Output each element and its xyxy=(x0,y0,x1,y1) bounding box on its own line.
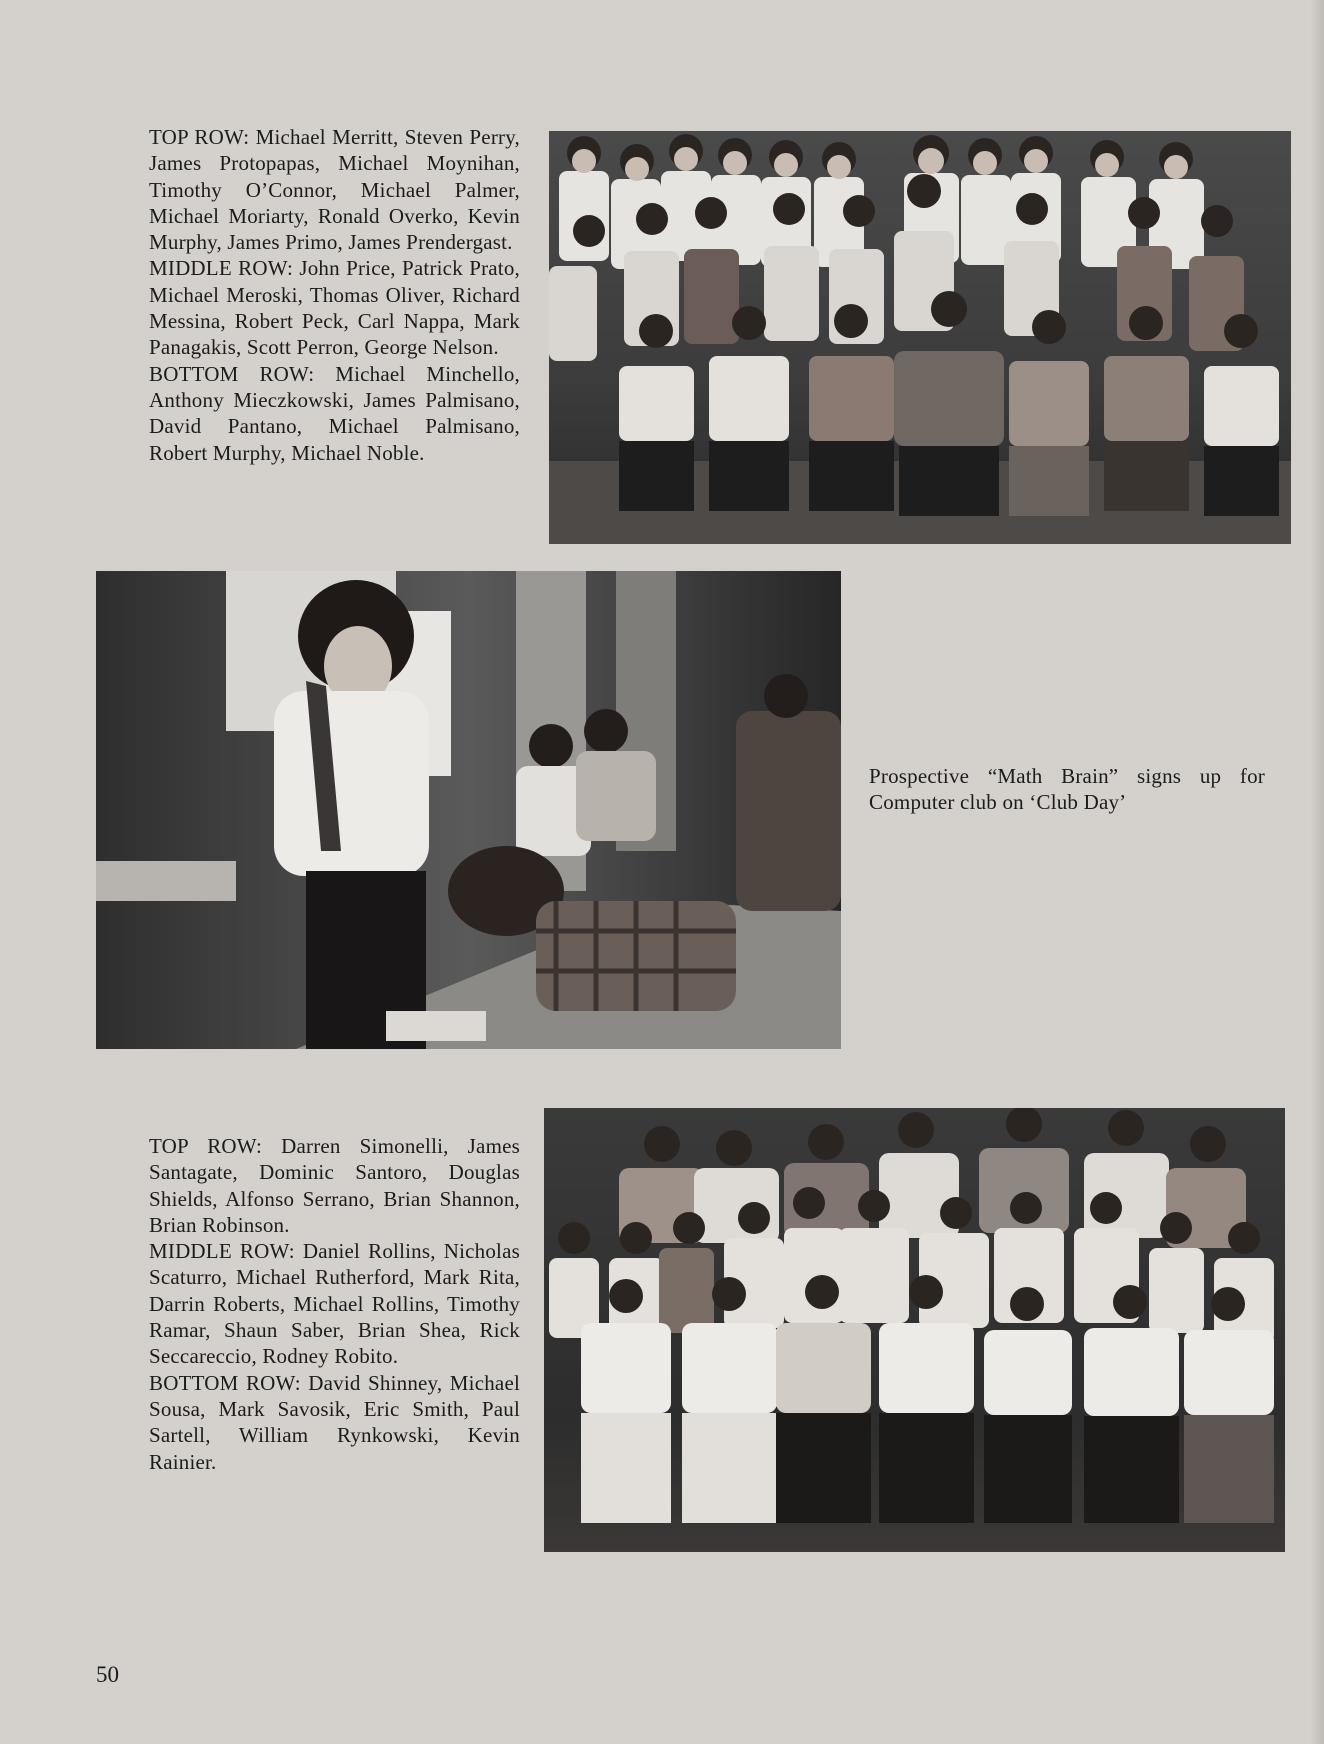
club-day-caption-text: Prospective “Math Brain” signs up for Computer club on ‘Club Day’ xyxy=(869,764,1265,814)
club-day-caption xyxy=(869,763,1265,815)
bottom-group-middle-row: MIDDLE ROW: Daniel Rollins, Nicholas Scaturro, Michael Rutherford, Mark Rita, Darrin Roberts, Michael Rollins, Timothy Ramar, Shaun Saber, Brian Shea, Rick Seccareccio, Rodney Robito. xyxy=(149,1239,520,1369)
top-group-bottom-row: BOTTOM ROW: Michael Minchello, Anthony Mieczkowski, James Palmisano, David Pantano, Michael Palmisano, Robert Murphy, Michael Noble. xyxy=(149,361,520,465)
top-group-middle-row: MIDDLE ROW: John Price, Patrick Prato, Michael Meroski, Thomas Oliver, Richard Messina, Robert Peck, Carl Nappa, Mark Panagakis, Scott Perron, George Nelson. xyxy=(149,256,520,360)
bottom-group-bottom-row: BOTTOM ROW: David Shinney, Michael Sousa, Mark Savosik, Eric Smith, Paul Sartell, William Rynkowski, Kevin Rainier. xyxy=(149,1370,520,1474)
page-number: 50 xyxy=(96,1662,119,1687)
group-photo-top xyxy=(549,131,1291,544)
top-group-top-row: TOP ROW: Michael Merritt, Steven Perry, James Protopapas, Michael Moynihan, Timothy O’Connor, Michael Palmer, Michael Moriarty, Ronald Overko, Kevin Murphy, James Primo, James Prendergast. xyxy=(149,125,520,255)
bottom-group-top-row: TOP ROW: Darren Simonelli, James Santagate, Dominic Santoro, Douglas Shields, Alfonso Serrano, Brian Shannon, Brian Robinson. xyxy=(149,1134,520,1237)
page-edge-shade xyxy=(1310,0,1324,1744)
bottom-group-caption xyxy=(149,1133,520,1475)
club-day-photo xyxy=(96,571,841,1049)
top-group-caption xyxy=(149,124,520,466)
group-photo-bottom xyxy=(544,1108,1285,1552)
